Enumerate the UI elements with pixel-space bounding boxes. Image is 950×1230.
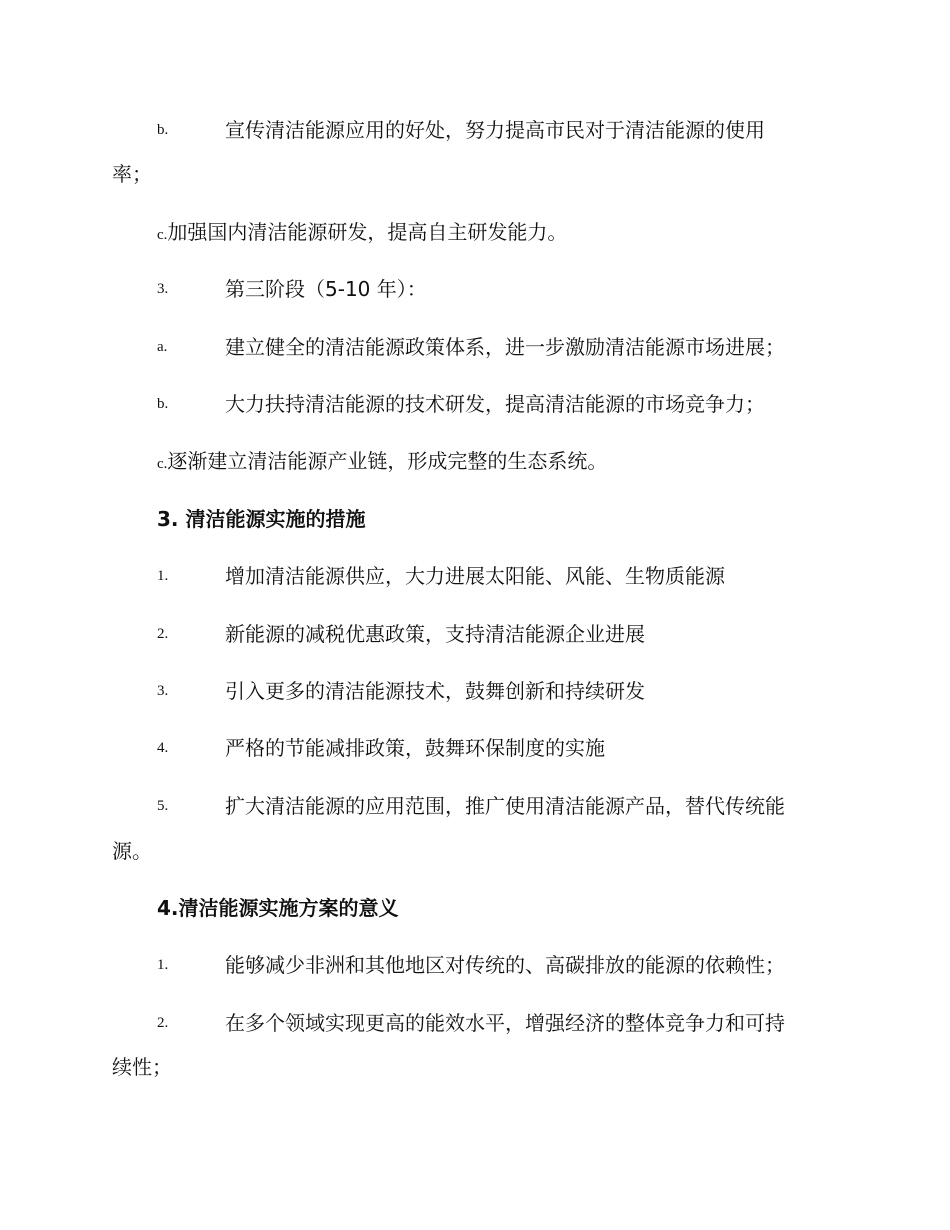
list-item-text: 宣传清洁能源应用的好处，努力提高市民对于清洁能源的使用 — [225, 118, 765, 142]
list-marker: 3. — [157, 683, 169, 699]
list-marker: c. — [157, 227, 168, 243]
list-item-continuation: 源。 — [112, 839, 152, 863]
list-marker: 3. — [157, 281, 169, 297]
list-marker: b. — [157, 122, 169, 138]
list-marker: c. — [157, 456, 168, 472]
list-item-continuation: 率； — [112, 162, 152, 186]
list-item-text: 严格的节能减排政策，鼓舞环保制度的实施 — [225, 736, 605, 760]
list-item-continuation: 续性； — [112, 1055, 172, 1079]
list-item-text: 在多个领域实现更高的能效水平，增强经济的整体竞争力和可持 — [225, 1011, 785, 1035]
list-item-text: 扩大清洁能源的应用范围，推广使用清洁能源产品，替代传统能 — [225, 794, 785, 818]
list-item-text: 建立健全的清洁能源政策体系，进一步激励清洁能源市场进展； — [225, 335, 785, 359]
list-marker: 2. — [157, 626, 169, 642]
list-marker: 2. — [157, 1015, 169, 1031]
list-marker: 5. — [157, 798, 169, 814]
list-item-text: 加强国内清洁能源研发，提高自主研发能力。 — [167, 220, 568, 244]
list-marker: b. — [157, 396, 169, 412]
list-item — [157, 218, 567, 249]
list-item-text: 引入更多的清洁能源技术，鼓舞创新和持续研发 — [225, 679, 645, 703]
list-marker: 4. — [157, 740, 169, 756]
list-marker: a. — [157, 339, 168, 355]
list-marker: 1. — [157, 568, 169, 584]
section-heading: 4.清洁能源实施方案的意义 — [157, 896, 399, 920]
list-item — [157, 447, 607, 478]
list-item-text: 新能源的减税优惠政策，支持清洁能源企业进展 — [225, 622, 645, 646]
list-item-text: 能够减少非洲和其他地区对传统的、高碳排放的能源的依赖性； — [225, 953, 785, 977]
section-heading: 3. 清洁能源实施的措施 — [157, 507, 366, 531]
list-item-text: 逐渐建立清洁能源产业链，形成完整的生态系统。 — [167, 449, 608, 473]
list-item-text: 第三阶段（5-10 年）： — [225, 277, 427, 301]
list-item-text: 增加清洁能源供应，大力进展太阳能、风能、生物质能源 — [225, 564, 725, 588]
list-item-text: 大力扶持清洁能源的技术研发，提高清洁能源的市场竞争力； — [225, 392, 765, 416]
list-marker: 1. — [157, 957, 169, 973]
